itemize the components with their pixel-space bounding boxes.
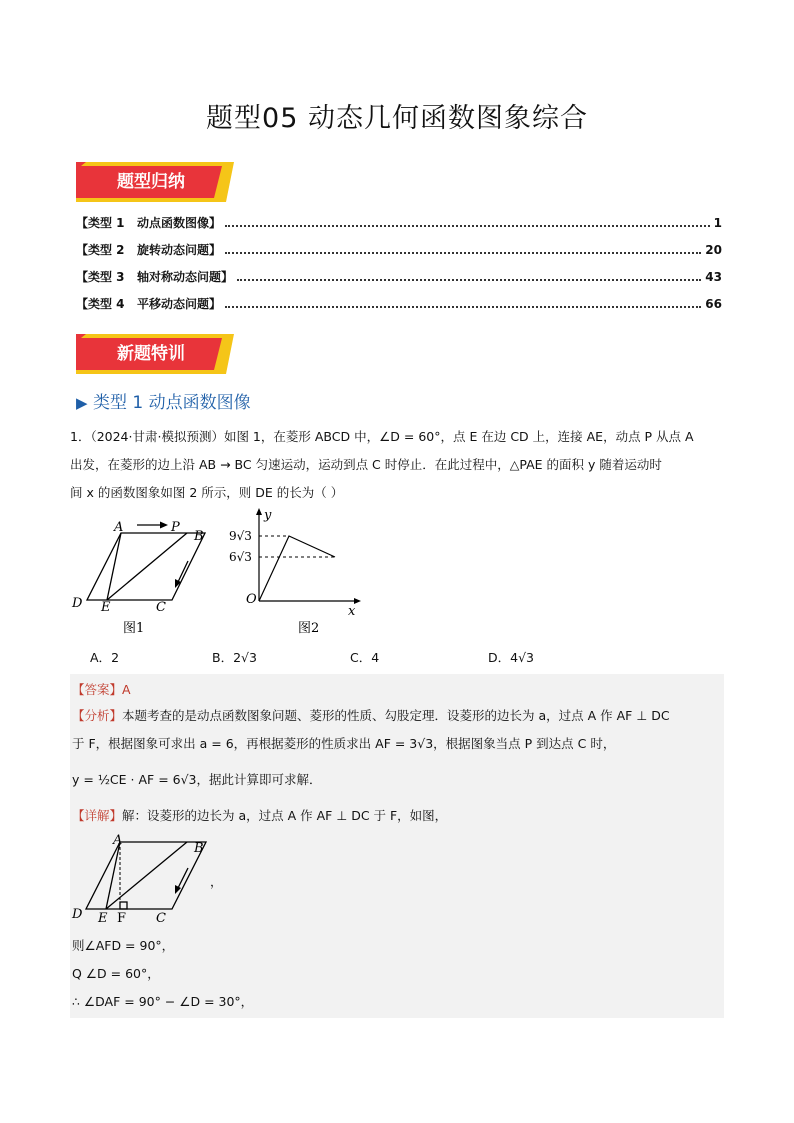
vertex-label-E: E xyxy=(101,600,111,615)
option-letter: B． xyxy=(212,650,234,665)
triangle-right-icon: ▶ xyxy=(76,394,88,412)
vertex-label-C: C xyxy=(156,600,166,615)
vertex-label-P: P xyxy=(171,520,180,535)
detail-line-1 xyxy=(72,806,447,824)
figure-1-caption: 图1 xyxy=(123,621,145,636)
vertex-label-D: D xyxy=(72,596,83,611)
option-letter: A． xyxy=(90,650,112,665)
tick-label-low: 6√3 xyxy=(229,550,252,564)
training-banner xyxy=(76,334,234,374)
step-line-3: ∴ ∠DAF = 90° − ∠D = 30°， xyxy=(72,994,254,1009)
toc-page: 66 xyxy=(705,297,722,311)
toc-leader xyxy=(225,215,710,227)
vertex-label-F: F xyxy=(117,911,127,926)
option-letter: C． xyxy=(350,650,372,665)
origin-label: O xyxy=(246,592,257,607)
toc-item-4[interactable] xyxy=(76,295,722,317)
toc-leader xyxy=(225,242,701,254)
question-line: 间 x 的函数图象如图 2 所示，则 DE 的长为（ ） xyxy=(70,485,344,500)
toc-page: 1 xyxy=(713,216,722,230)
vertex-label-A: A xyxy=(113,833,123,848)
summary-banner xyxy=(76,162,234,202)
analysis-tag: 【分析】 xyxy=(72,708,123,723)
option-letter: D． xyxy=(488,650,511,665)
step-line-1: 则∠AFD = 90°， xyxy=(72,938,175,953)
summary-banner-label: 题型归纳 xyxy=(117,172,185,192)
option-d[interactable] xyxy=(488,648,534,666)
toc-label: 【类型 4 平移动态问题】 xyxy=(76,297,222,311)
vertex-label-E: E xyxy=(98,911,108,926)
toc-label: 【类型 2 旋转动态问题】 xyxy=(76,243,222,257)
answer-value: A xyxy=(122,682,131,697)
option-value: 4√3 xyxy=(510,650,535,665)
toc-item-2[interactable] xyxy=(76,241,722,263)
option-c[interactable] xyxy=(350,648,379,666)
toc-page: 43 xyxy=(705,270,722,284)
figure-3-comma: ， xyxy=(210,874,223,889)
analysis-line-3: y = ½CE · AF = 6√3，据此计算即可求解． xyxy=(72,772,322,787)
detail-text: 解：设菱形的边长为 a，过点 A 作 AF ⊥ DC 于 F，如图， xyxy=(122,808,448,823)
toc-page: 20 xyxy=(705,243,722,257)
tick-label-high: 9√3 xyxy=(229,529,252,543)
option-b[interactable] xyxy=(212,648,257,666)
vertex-label-B: B xyxy=(194,529,204,544)
section-heading xyxy=(76,388,251,413)
vertex-label-A: A xyxy=(114,520,124,535)
analysis-line-1 xyxy=(72,706,670,724)
option-value: 2 xyxy=(111,650,120,665)
section-heading-label: 类型 1 动点函数图像 xyxy=(92,393,251,413)
analysis-text: 本题考查的是动点函数图象问题、菱形的性质、勾股定理．设菱形的边长为 a，过点 A 作 AF ⊥ DC xyxy=(122,708,670,723)
option-a[interactable] xyxy=(90,648,119,666)
question-text xyxy=(70,423,724,507)
figure-2-graph xyxy=(226,505,366,640)
question-line: 1．（2024·甘肃·模拟预测）如图 1，在菱形 ABCD 中，∠D = 60°，点 E 在边 CD 上，连接 AE，动点 P 从点 A xyxy=(70,429,694,444)
answer-tag: 【答案】 xyxy=(72,682,123,697)
toc-item-1[interactable] xyxy=(76,214,722,236)
detail-tag: 【详解】 xyxy=(72,808,123,823)
vertex-label-D: D xyxy=(72,907,83,922)
question-line: 出发，在菱形的边上沿 AB → BC 匀速运动，运动到点 C 时停止．在此过程中，△PAE 的面积 y 随着运动时 xyxy=(70,457,662,472)
vertex-label-C: C xyxy=(156,911,166,926)
toc-item-3[interactable] xyxy=(76,268,722,290)
answer-line xyxy=(72,680,131,698)
option-value: 4 xyxy=(371,650,380,665)
figure-2-caption: 图2 xyxy=(298,621,320,636)
axis-label-y: y xyxy=(264,508,272,523)
vertex-label-B: B xyxy=(194,841,204,856)
figure-3-rhombus xyxy=(68,832,228,927)
training-banner-label: 新题特训 xyxy=(117,344,185,364)
toc-label: 【类型 3 轴对称动态问题】 xyxy=(76,270,234,284)
toc-leader xyxy=(225,296,701,308)
analysis-line-2: 于 F，根据图象可求出 a = 6，再根据菱形的性质求出 AF = 3√3，根据图象当点 P 到达点 C 时， xyxy=(72,736,616,751)
step-line-2: Q ∠D = 60°， xyxy=(72,966,160,981)
toc-leader xyxy=(237,269,701,281)
axis-label-x: x xyxy=(348,604,356,619)
option-value: 2√3 xyxy=(233,650,257,665)
figure-1-rhombus xyxy=(68,515,228,640)
page-title: 题型05 动态几何函数图象综合 xyxy=(206,103,588,134)
toc-label: 【类型 1 动点函数图像】 xyxy=(76,216,222,230)
